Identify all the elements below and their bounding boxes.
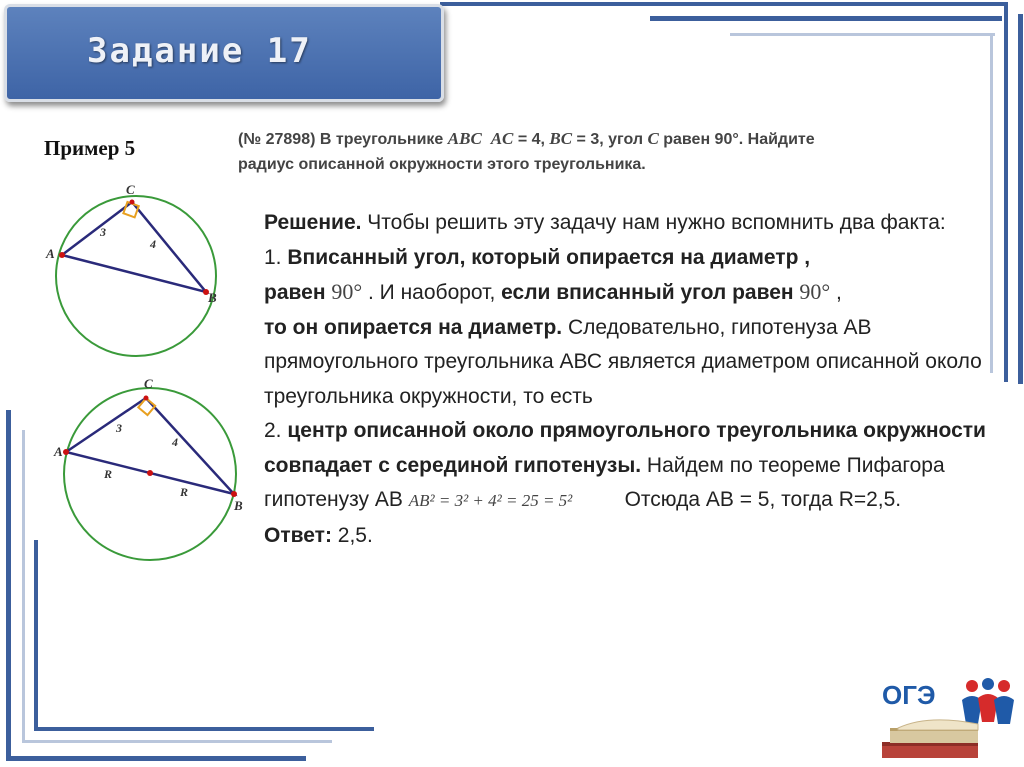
- figure-circle-2: [40, 370, 260, 570]
- point-a-1: [59, 252, 65, 258]
- problem-text-a: В треугольнике: [315, 131, 448, 148]
- label-b-1: B: [208, 290, 217, 305]
- condition-ac-value: = 4,: [513, 131, 550, 148]
- oge-logo: [872, 676, 1018, 764]
- center-point-2: [147, 470, 153, 476]
- condition-bc-value: = 3, угол: [572, 131, 648, 148]
- frame-line-bottom-1: [6, 756, 306, 761]
- label-c-2: C: [144, 376, 153, 391]
- frame-line-top-2: [650, 16, 1002, 21]
- pythagoras-formula: AB² = 3² + 4² = 25 = 5²: [408, 491, 573, 510]
- label-a-1: A: [46, 246, 55, 261]
- frame-line-bottom-2: [22, 740, 332, 743]
- point-c-2: [144, 396, 149, 401]
- frame-line-top-3: [730, 33, 995, 36]
- frame-line-right-2: [1018, 14, 1023, 384]
- point-c-1: [130, 200, 135, 205]
- conclusion: Отсюда АВ = 5, тогда R=2,5.: [624, 488, 902, 511]
- side-cb-label-2: 4: [172, 435, 178, 449]
- example-label: Пример 5: [44, 136, 136, 160]
- triangle-name: ABC: [447, 129, 482, 148]
- frame-line-left-2: [22, 430, 25, 740]
- fact1-bold-c: если вписанный угол равен: [501, 281, 800, 304]
- fact1-bold-d: то он опирается на диаметр.: [264, 315, 563, 339]
- condition-bc: BC: [549, 129, 573, 148]
- degree-90-second: 90°: [799, 279, 831, 304]
- side-cb-label-1: 4: [150, 237, 156, 251]
- fact1-bold-b: равен: [264, 281, 332, 304]
- label-b-2: B: [234, 498, 243, 513]
- fact2-text: Найдем по теореме Пифагора гипотенузу АВ: [264, 453, 945, 511]
- frame-line-bottom-3: [34, 727, 374, 731]
- label-c-1: C: [126, 182, 135, 197]
- point-a-2: [63, 449, 69, 455]
- solution-heading: Решение.: [264, 211, 362, 234]
- radius-label-2: R: [180, 485, 189, 499]
- side-ac-label-2: 3: [116, 421, 122, 435]
- slide-title: Задание 17: [87, 31, 312, 71]
- problem-number: (№ 27898): [238, 131, 316, 148]
- point-b-2: [231, 491, 237, 497]
- problem-statement: [238, 126, 958, 177]
- radius-label-1: R: [104, 467, 113, 481]
- frame-line-left-3: [34, 540, 38, 730]
- problem-text-b: равен 90°. Найдите: [658, 131, 815, 148]
- frame-line-left-1: [6, 410, 11, 760]
- fact1-text: . И наоборот,: [362, 281, 502, 304]
- degree-90-first: 90°: [331, 279, 363, 304]
- fact1-number: 1.: [264, 245, 288, 269]
- problem-line-2: радиус описанной окружности этого треугольника.: [238, 156, 646, 173]
- fact2-bold: центр описанной около прямоугольного треугольника окружности совпадает с серединой гипотенузы.: [264, 419, 986, 477]
- angle-c: C: [647, 129, 659, 148]
- title-banner: [4, 4, 444, 102]
- figure-circle-1: [40, 180, 230, 370]
- answer-value: 2,5.: [331, 523, 373, 547]
- side-ac-label-1: 3: [100, 225, 106, 239]
- solution-text: [264, 206, 1004, 553]
- fact1-continuation: Следовательно, гипотенуза АВ прямоугольного треугольника АВС является диаметром описанной около треугольника окружности, то есть: [264, 315, 982, 408]
- fact2-number: 2.: [264, 419, 288, 442]
- label-a-2: A: [54, 444, 63, 459]
- answer-label: Ответ:: [264, 523, 332, 547]
- oge-logo-text: ОГЭ: [882, 680, 936, 710]
- fact1-comma: ,: [830, 281, 842, 304]
- fact1-bold-a: Вписанный угол, который опирается на диаметр ,: [287, 245, 811, 269]
- books-icon: [878, 716, 988, 762]
- frame-line-right-1: [1004, 2, 1008, 382]
- condition-ac: AC: [490, 129, 514, 148]
- frame-line-top-1: [440, 2, 1008, 6]
- solution-intro: Чтобы решить эту задачу нам нужно вспомнить два факта:: [361, 211, 946, 234]
